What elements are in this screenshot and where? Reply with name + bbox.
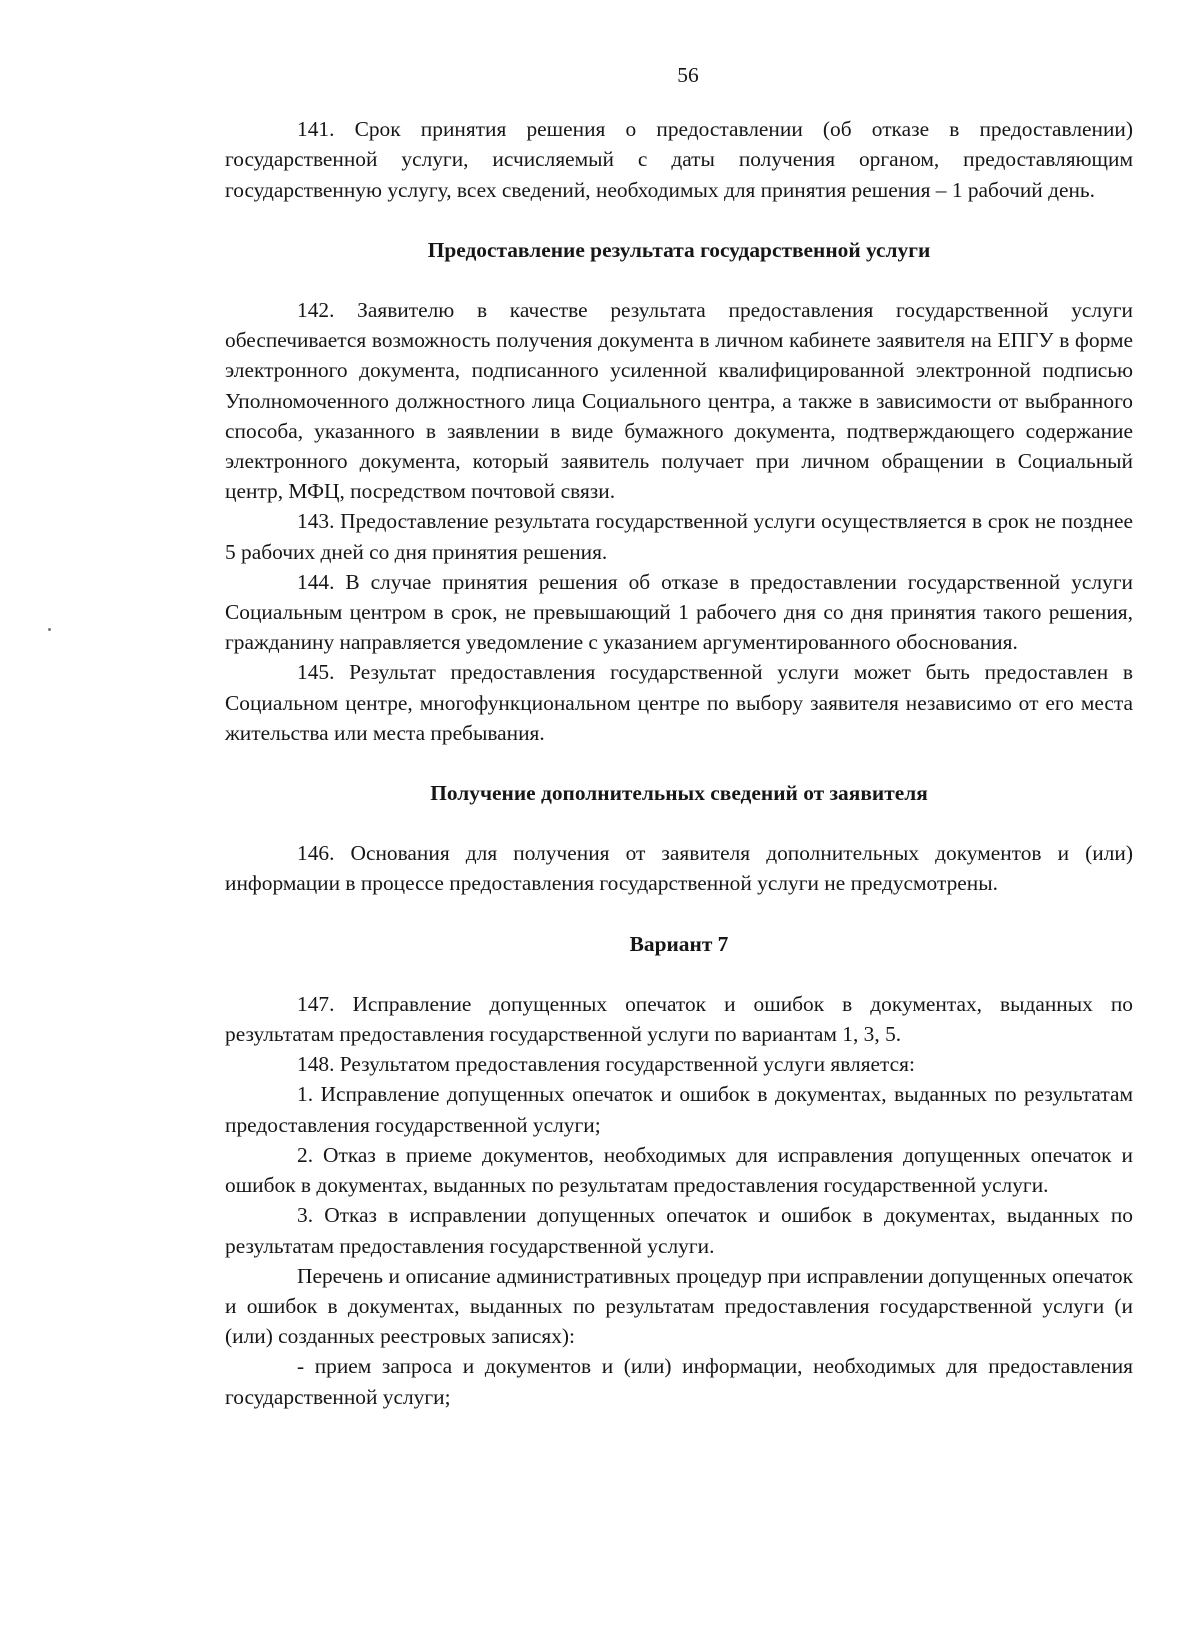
dash-item-request-intake: - прием запроса и документов и (или) информации, необходимых для предоставления государственной услуги; <box>225 1354 1133 1409</box>
paragraph-145: 145. Результат предоставления государственной услуги может быть предоставлен в Социальном центре, многофункциональном центре по выбору заявителя независимо от его места жительства или места пребывания. <box>225 660 1133 745</box>
paragraph-146: 146. Основания для получения от заявителя дополнительных документов и (или) информации в процессе предоставления государственной услуги не предусмотрены. <box>225 841 1133 896</box>
heading-result-provision: Предоставление результата государственной услуги <box>427 237 931 262</box>
paragraph-143: 143. Предоставление результата государственной услуги осуществляется в срок не позднее 5 рабочих дней со дня принятия решения. <box>225 509 1133 564</box>
document-page <box>225 60 1133 1412</box>
paragraph-142: 142. Заявителю в качестве результата предоставления государственной услуги обеспечивается возможность получения документа в личном кабинете заявителя на ЕПГУ в форме электронного документа, подписанного усиленной квалифицированной электронной подписью Уполномоченного должностного лица Социального центра, а также в зависимости от выбранного способа, указанного в заявлении в виде бумажного документа, подтверждающего содержание электронного документа, который заявитель получает при личном обращении в Социальный центр, МФЦ, посредством почтовой связи. <box>225 298 1133 504</box>
page-number: 56 <box>677 63 699 87</box>
scan-speck <box>48 628 51 631</box>
paragraph-144: 144. В случае принятия решения об отказе в предоставлении государственной услуги Социальным центром в срок, не превышающий 1 рабочего дня со дня принятия такого решения, гражданину направляется уведомление с указанием аргументированного обоснования. <box>225 569 1133 655</box>
list-item-1: 1. Исправление допущенных опечаток и ошибок в документах, выданных по результатам предоставления государственной услуги; <box>225 1082 1133 1137</box>
paragraph-148: 148. Результатом предоставления государственной услуги является: <box>297 1052 915 1077</box>
list-item-2: 2. Отказ в приеме документов, необходимых для исправления допущенных опечаток и ошибок в документах, выданных по результатам предоставления государственной услуги. <box>225 1142 1133 1198</box>
heading-additional-info: Получение дополнительных сведений от заявителя <box>430 781 928 806</box>
paragraph-147: 147. Исправление допущенных опечаток и ошибок в документах, выданных по результатам предоставления государственной услуги по вариантам 1, 3, 5. <box>225 991 1133 1047</box>
heading-variant-7: Вариант 7 <box>629 931 729 956</box>
list-item-3: 3. Отказ в исправлении допущенных опечаток и ошибок в документах, выданных по результатам предоставления государственной услуги. <box>225 1203 1133 1258</box>
paragraph-procedures-list: Перечень и описание административных процедур при исправлении допущенных опечаток и ошибок в документах, выданных по результатам предоставления государственной услуги (и (или) созданных реестровых записях): <box>225 1263 1133 1349</box>
paragraph-141: 141. Срок принятия решения о предоставлении (об отказе в предоставлении) государственной услуги, исчисляемый с даты получения органом, предоставляющим государственную услугу, всех сведений, необходимых для принятия решения – 1 рабочий день. <box>225 117 1133 202</box>
